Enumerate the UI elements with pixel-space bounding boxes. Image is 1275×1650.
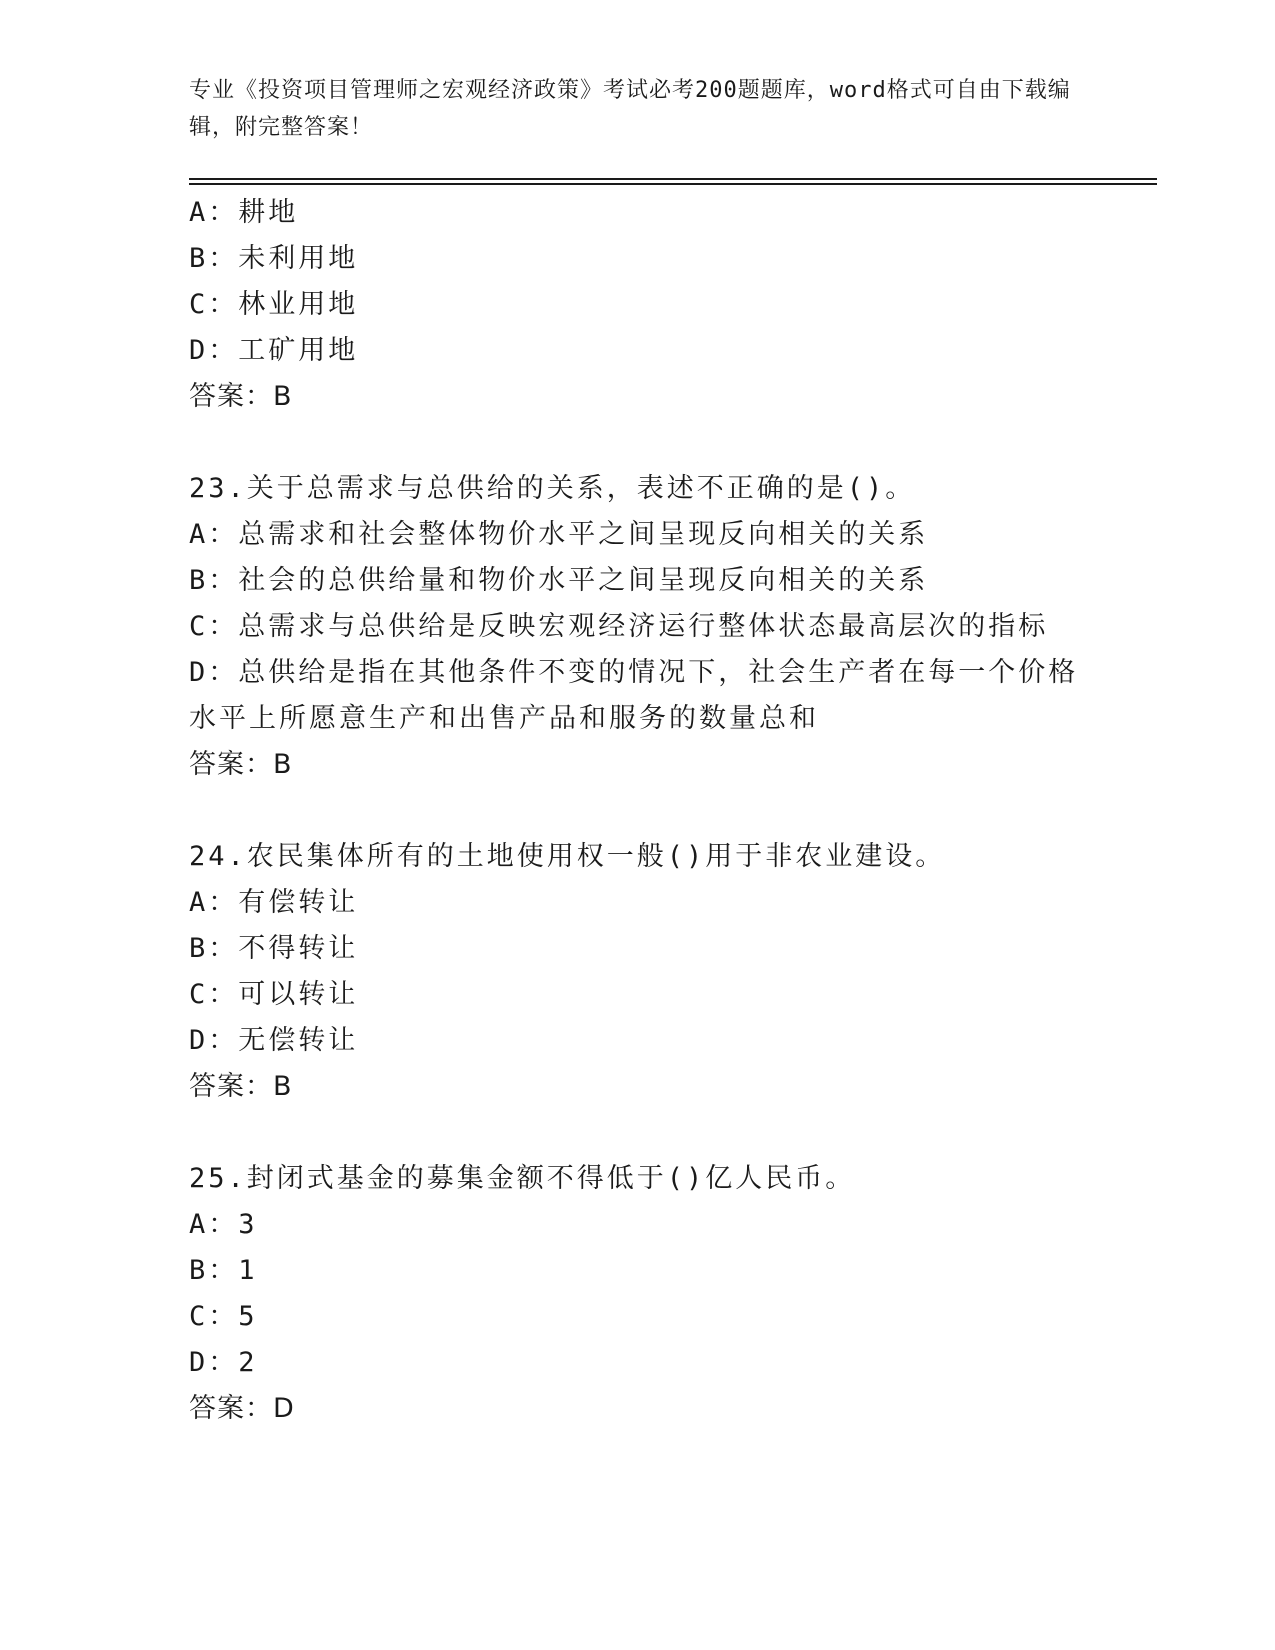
option-a: A：耕地 — [189, 197, 299, 228]
document-header: 专业《投资项目管理师之宏观经济政策》考试必考200题题库，word格式可自由下载编辑，附完整答案！ — [189, 78, 1071, 140]
option-b: B：社会的总供给量和物价水平之间呈现反向相关的关系 — [189, 565, 929, 596]
spacer — [189, 788, 1089, 834]
question-23 — [189, 466, 1089, 788]
option-b: B：1 — [189, 1255, 258, 1286]
option-b: B：不得转让 — [189, 933, 359, 964]
answer: 答案：B — [189, 1071, 293, 1102]
option-c: C：可以转让 — [189, 979, 359, 1010]
header-rule-bottom — [189, 183, 1157, 185]
spacer — [189, 420, 1089, 466]
option-d: D：总供给是指在其他条件不变的情况下，社会生产者在每一个价格水平上所愿意生产和出售产品和服务的数量总和 — [189, 657, 1079, 734]
question-stem: 25.封闭式基金的募集金额不得低于()亿人民币。 — [189, 1163, 856, 1194]
question-22 — [189, 190, 1089, 420]
option-a: A：有偿转让 — [189, 887, 359, 918]
answer: 答案：D — [189, 1393, 295, 1424]
question-list — [189, 190, 1089, 1432]
question-stem: 24.农民集体所有的土地使用权一般()用于非农业建设。 — [189, 841, 946, 872]
option-a: A：3 — [189, 1209, 258, 1240]
option-c: C：总需求与总供给是反映宏观经济运行整体状态最高层次的指标 — [189, 611, 1049, 642]
question-24 — [189, 834, 1089, 1110]
option-d: D：工矿用地 — [189, 335, 359, 366]
question-stem: 23.关于总需求与总供给的关系，表述不正确的是()。 — [189, 473, 916, 504]
option-c: C：林业用地 — [189, 289, 359, 320]
option-c: C：5 — [189, 1301, 258, 1332]
answer: 答案：B — [189, 749, 293, 780]
option-a: A：总需求和社会整体物价水平之间呈现反向相关的关系 — [189, 519, 929, 550]
answer: 答案：B — [189, 381, 293, 412]
header-rule-top — [189, 178, 1157, 180]
option-b: B：未利用地 — [189, 243, 359, 274]
question-25 — [189, 1156, 1089, 1432]
spacer — [189, 1110, 1089, 1156]
option-d: D：无偿转让 — [189, 1025, 359, 1056]
option-d: D：2 — [189, 1347, 258, 1378]
